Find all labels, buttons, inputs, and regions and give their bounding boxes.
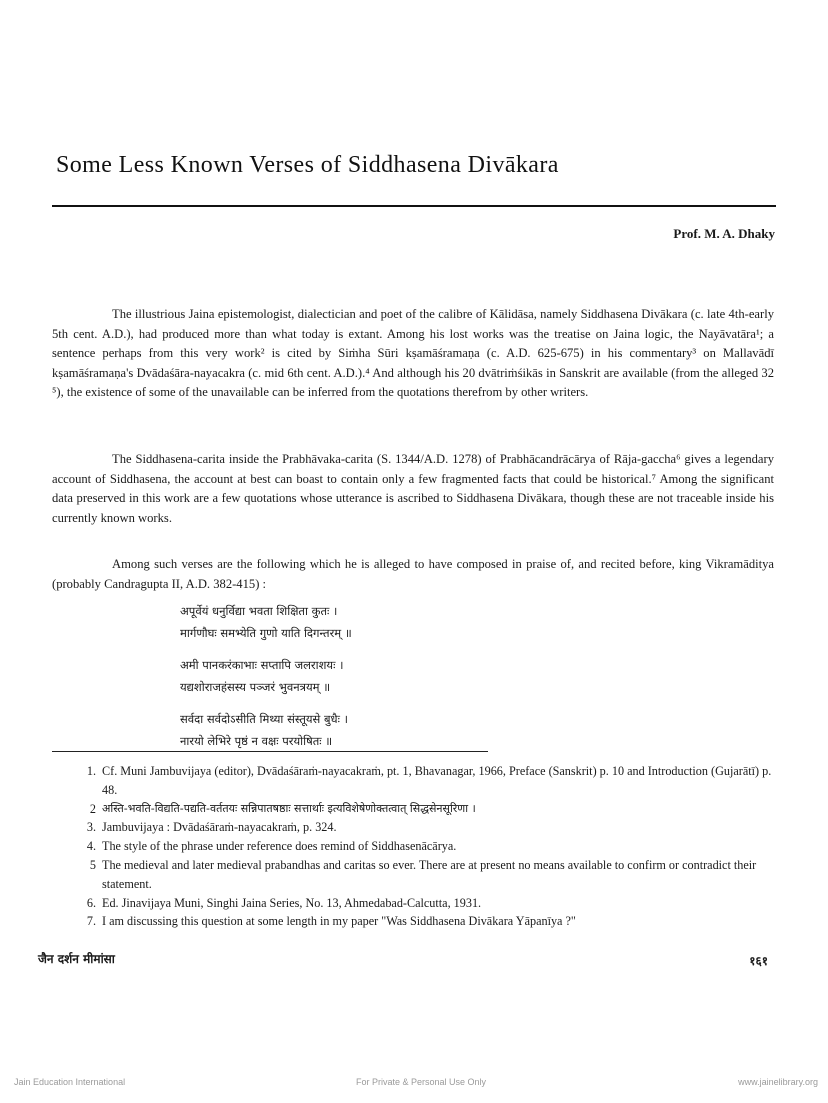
footnote-item xyxy=(52,856,774,894)
footnote-text: I am discussing this question at some length in my paper "Was Siddhasena Divākara Yāpanīya ?" xyxy=(102,914,576,929)
footnote-number: 6. xyxy=(86,895,96,910)
title-rule xyxy=(52,205,776,207)
footnote-number: 1. xyxy=(86,764,96,778)
footnote-rule xyxy=(52,751,488,752)
paragraph-1-text: The illustrious Jaina epistemologist, dialectician and poet of the calibre of Kālidāsa, namely Siddhasena Divākara (c. late 4th-early 5th cent. A.D.), had produced more than what today is extant. Among his lost works was the treatise on Jaina logic, the Nayāvatāra¹; a sentence perhaps from this very work² is cited by Siṁha Sūri kṣamāśramaṇa (c. A.D. 625-675) in his commentary³ on Mallavādī kṣamāśramaṇa's Dvādaśāra-nayacakra (c. mid 6th cent. A.D.).⁴ And although his 20 dvātriṁśikās in Sanskrit are available (from the alleged 32 ⁵), the existence of some of the unavailable can be inferred from the quotations therefrom by other writers. xyxy=(52,307,774,399)
footnote-number: 4. xyxy=(86,839,96,854)
paragraph-2 xyxy=(52,450,774,528)
footnote-number: 5 xyxy=(89,857,96,872)
footnote-item xyxy=(52,818,774,837)
footnote-item xyxy=(52,894,774,913)
paragraph-3 xyxy=(52,555,774,594)
journal-name: जैन दर्शन मीमांसा xyxy=(38,952,115,966)
footnotes xyxy=(52,762,774,931)
footer-center: For Private & Personal Use Only xyxy=(356,1077,487,1087)
verse-3 xyxy=(180,708,480,752)
verse-2 xyxy=(180,654,480,698)
footnote-text: अस्ति-भवति-विद्यति-पद्यति-वर्ततयः सन्निपातषष्ठाः सत्तार्थाः इत्यविशेषेणोक्तत्वात् सिद्धसेनसूरिणा । xyxy=(102,801,476,815)
footnote-number: 2 xyxy=(89,801,96,816)
footnote-text: Jambuvijaya : Dvādaśāraṁ-nayacakraṁ, p. 324. xyxy=(102,820,337,835)
verse-line: अमी पानकरंकाभाः सप्तापि जलराशयः । xyxy=(180,658,344,672)
verse-line: नारयो लेभिरे पृष्ठं न वक्षः परयोषितः ॥ xyxy=(180,734,333,748)
footnote-text: Cf. Muni Jambuvijaya (editor), Dvādaśāraṁ-nayacakraṁ, pt. 1, Bhavanagar, 1966, Preface (Sanskrit) p. 10 and Introduction (Gujarātī) p. 48. xyxy=(102,764,772,797)
paragraph-2-text: The Siddhasena-carita inside the Prabhāvaka-carita (S. 1344/A.D. 1278) of Prabhācandrācārya of Rāja-gaccha⁶ gives a legendary account of Siddhasena, the account at best can boast to contain only a few fragmented facts that could be historical.⁷ Among the significant data preserved in this work are a few quotations whose utterance is ascribed to Siddhasena Divākara, though these are not traceable inside his currently known works. xyxy=(52,452,774,525)
footer-right: www.jainelibrary.org xyxy=(738,1077,818,1087)
footnote-text: The style of the phrase under reference does remind of Siddhasenācārya. xyxy=(102,839,457,854)
verses-block xyxy=(180,600,480,762)
footer-left: Jain Education International xyxy=(14,1077,126,1087)
article-title: Some Less Known Verses of Siddhasena Divākara xyxy=(56,152,559,178)
paragraph-3-text: Among such verses are the following which he is alleged to have composed in praise of, and recited before, king Vikramāditya (probably Candragupta II, A.D. 382-415) : xyxy=(52,557,774,591)
footnote-item xyxy=(52,800,774,819)
footnote-text: The medieval and later medieval prabandhas and caritas so ever. There are at present no means available to confirm or contradict their statement. xyxy=(102,857,757,891)
footnote-item xyxy=(52,762,774,800)
footnote-item xyxy=(52,837,774,856)
footnote-text: Ed. Jinavijaya Muni, Singhi Jaina Series, No. 13, Ahmedabad-Calcutta, 1931. xyxy=(102,895,482,910)
verse-1 xyxy=(180,600,480,644)
verse-line: मार्गणौघः समभ्येति गुणो याति दिगन्तरम् ॥ xyxy=(180,626,352,640)
footnote-number: 7. xyxy=(86,914,96,929)
paragraph-1 xyxy=(52,305,774,403)
verse-line: यद्यशोराजहंसस्य पञ्जरं भुवनत्रयम् ॥ xyxy=(180,680,331,694)
verse-line: अपूर्वेयं धनुर्विद्या भवता शिक्षिता कुतः । xyxy=(180,604,338,618)
footnote-number: 3. xyxy=(86,820,96,835)
verse-line: सर्वदा सर्वदोऽसीति मिथ्या संस्तूयसे बुधैः । xyxy=(180,712,348,726)
page-number: १६१ xyxy=(749,954,768,968)
author-name: Prof. M. A. Dhaky xyxy=(673,226,775,241)
footnote-item xyxy=(52,912,774,931)
